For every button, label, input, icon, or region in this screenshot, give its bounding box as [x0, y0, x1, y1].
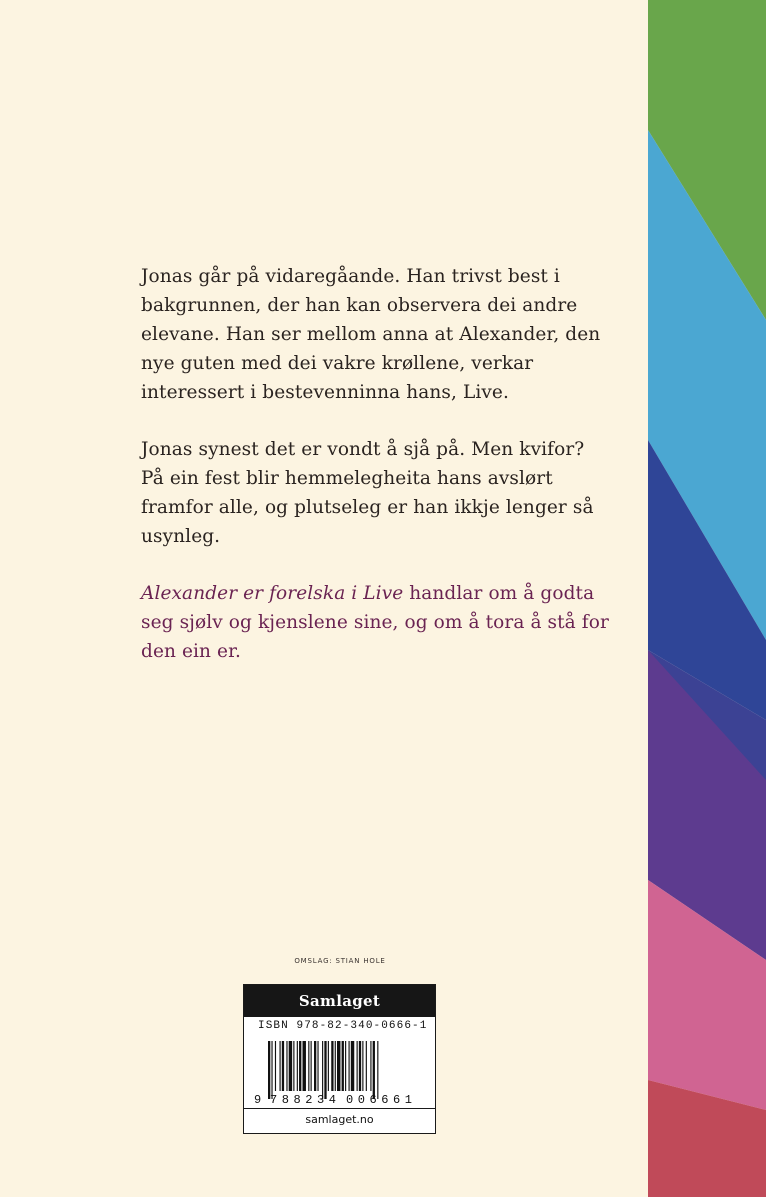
barcode-bar — [293, 1041, 294, 1091]
barcode-bar — [311, 1041, 312, 1091]
rainbow-stripe-art — [648, 0, 766, 1197]
barcode-bar — [308, 1041, 309, 1091]
isbn-number: ISBN 978-82-340-0666-1 — [258, 1020, 428, 1032]
blurb-paragraph-2: Jonas synest det er vondt å sjå på. Men kvifor? På ein fest blir hemmelegheita hans avslørt framfor alle, og plutseleg er han ikkje lenger så usynleg. — [141, 439, 594, 547]
barcode-bar — [342, 1041, 344, 1091]
barcode-bar — [357, 1041, 358, 1091]
book-title-italic: Alexander er forelska i Live — [141, 583, 404, 604]
barcode-bar — [303, 1041, 306, 1091]
barcode-bar — [366, 1041, 367, 1091]
barcode — [254, 1041, 426, 1105]
publisher-logo-bar — [244, 985, 435, 1017]
barcode-bar — [362, 1041, 363, 1091]
barcode-bar — [345, 1041, 346, 1091]
barcode-bar — [286, 1041, 287, 1091]
publisher-logo: Samlaget — [298, 992, 381, 1010]
blurb-paragraph-3 — [141, 579, 611, 666]
isbn-barcode-box — [243, 984, 436, 1134]
barcode-bar — [349, 1041, 350, 1091]
barcode-bar — [335, 1041, 336, 1091]
barcode-bar — [282, 1041, 284, 1091]
barcode-digit-group-2: 788234 — [270, 1093, 336, 1105]
barcode-bar — [373, 1041, 375, 1099]
barcode-digit-group-1: 9 — [254, 1093, 262, 1105]
barcode-bar — [289, 1041, 292, 1091]
barcode-bar — [331, 1041, 333, 1091]
blurb-paragraph-1: Jonas går på vidaregåande. Han trivst best i bakgrunnen, der han kan observera dei andre elevane. Han ser mellom anna at Alexander, den nye guten med dei vakre krøllene, verkar interessert i bestevenninna hans, Live. — [141, 266, 601, 403]
barcode-bar — [314, 1041, 316, 1091]
barcode-bar — [271, 1041, 272, 1099]
barcode-bar — [377, 1041, 378, 1099]
barcode-bar — [322, 1041, 323, 1099]
barcode-digit-group-3: 006661 — [346, 1093, 412, 1105]
barcode-bar — [299, 1041, 301, 1091]
barcode-bar — [268, 1041, 270, 1099]
blurb-paragraph-3-rest: handlar om å godta seg sjølv og kjenslene sine, og om å tora å stå for den ein er. — [141, 583, 609, 662]
barcode-bar — [324, 1041, 326, 1099]
cover-credit: OMSLAG: STIAN HOLE — [294, 957, 386, 965]
barcode-bar — [275, 1041, 276, 1091]
barcode-bar — [337, 1041, 340, 1091]
barcode-bar — [280, 1041, 281, 1091]
publisher-website: samlaget.no — [244, 1108, 435, 1133]
rainbow-stripe — [648, 0, 766, 1197]
barcode-bar — [359, 1041, 361, 1091]
barcode-bar — [370, 1041, 371, 1091]
back-cover-blurb — [141, 262, 611, 694]
barcode-bar — [351, 1041, 354, 1091]
barcode-bar — [297, 1041, 298, 1091]
barcode-bar — [328, 1041, 329, 1091]
barcode-bar — [317, 1041, 318, 1091]
